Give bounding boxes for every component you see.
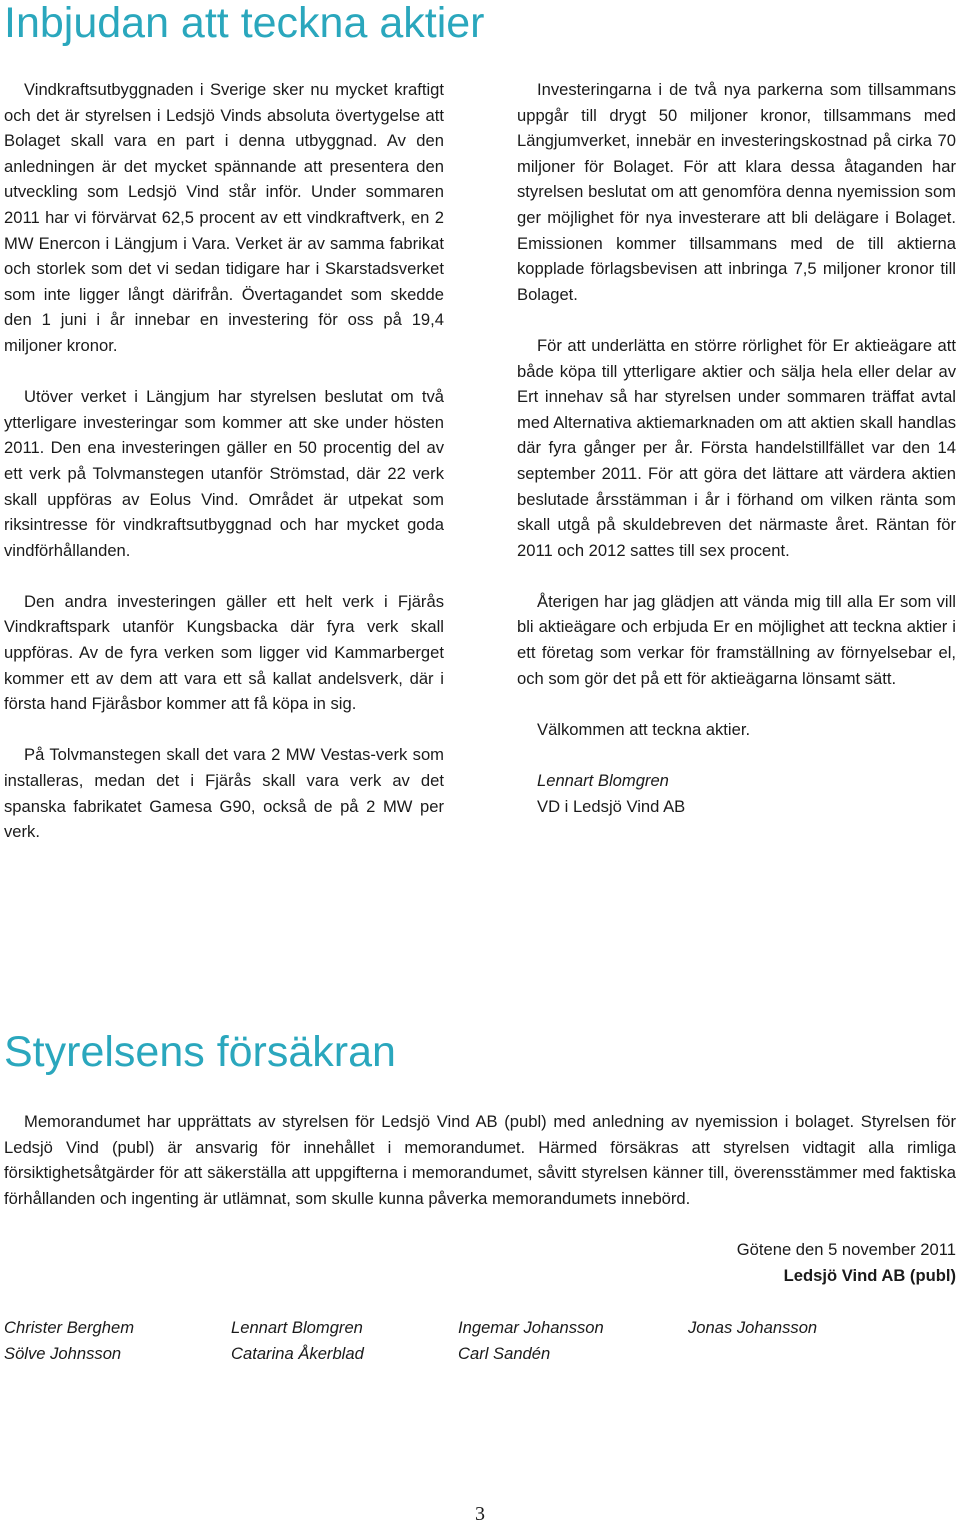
board-member: Catarina Åkerblad bbox=[231, 1343, 364, 1363]
board-column bbox=[458, 1315, 604, 1366]
page-title: Inbjudan att teckna aktier bbox=[4, 0, 485, 47]
paragraph: Återigen har jag glädjen att vända mig till alla Er som vill bli aktieägare och erbjuda Er en möjlighet att teckna aktier i ett företag som verkar för framställning av förnyelsebar el, och som gör det på ett för aktieägarna lönsamt sätt. bbox=[517, 591, 956, 688]
page-number: 3 bbox=[475, 1503, 485, 1525]
paragraph: Välkommen att teckna aktier. bbox=[537, 719, 751, 739]
board-member: Lennart Blomgren bbox=[231, 1318, 363, 1337]
declaration-text: Memorandumet har upprättats av styrelsen för Ledsjö Vind AB (publ) med anledning av nyemission i bolaget. Styrelsen för Ledsjö Vind (publ) är ansvarig för innehållet i memorandumet. Härmed försäkras att styrelsen vidtagit alla rimliga försiktighetsåtgärder för att säkerställa att uppgifterna i memorandumet, såvitt styrelsen känner till, överensstämmer med faktiska förhållanden och ingenting är utlämnat, som skulle kunna påverka memorandumets innebörd. bbox=[4, 1112, 956, 1208]
board-member: Jonas Johansson bbox=[688, 1318, 818, 1337]
right-column bbox=[517, 77, 956, 819]
company-name: Ledsjö Vind AB (publ) bbox=[783, 1266, 956, 1285]
declaration bbox=[4, 1109, 956, 1211]
board-column bbox=[231, 1315, 364, 1366]
signature bbox=[517, 768, 956, 819]
paragraph: Utöver verket i Längjum har styrelsen beslutat om två ytterligare investeringar som kommer att ske under hösten 2011. Den ena investeringen gäller en 50 procentig del av ett verk på Tolvmanstegen utanför Strömstad, där 22 verk skall uppföras av Eolus Vind. Området är utpekat som riksintresse för vindkraftsutbyggnad och har mycket goda vindförhållanden. bbox=[4, 387, 444, 560]
board-member: Ingemar Johansson bbox=[458, 1318, 604, 1337]
paragraph: För att underlätta en större rörlighet för Er aktieägare att både köpa till ytterligare aktier och sälja hela eller delar av Ert innehav så har styrelsen under sommaren träffat avtal med Alternativa aktiemarknaden om att aktien skall handlas där fyra gånger per år. Första handelstillfället var den 14 september 2011. För att göra det lättare att värdera aktien beslutade årsstämman i år i förhand om vilken ränta som skall utgå på skuldebreven det närmaste året. Räntan för 2011 och 2012 sattes till sex procent. bbox=[517, 335, 956, 560]
board-column bbox=[4, 1315, 134, 1366]
signature-role: VD i Ledsjö Vind AB bbox=[537, 796, 686, 816]
signature-name: Lennart Blomgren bbox=[537, 771, 669, 791]
paragraph: Den andra investeringen gäller ett helt verk i Fjärås Vindkraftspark utanför Kungsbacka där fyra verk skall uppföras. Av de fyra verken som ligger vid Kammarberget kommer ett av dem att vara ett så kallat andelsverk, där i första hand Fjäråsbor kommer att få köpa in sig. bbox=[4, 591, 444, 714]
board-column bbox=[688, 1315, 817, 1341]
place-date: Götene den 5 november 2011 bbox=[736, 1240, 956, 1259]
section-title: Styrelsens försäkran bbox=[4, 1028, 396, 1076]
paragraph: På Tolvmanstegen skall det vara 2 MW Vestas-verk som installeras, medan det i Fjärås skall vara verk av det spanska fabrikatet Gamesa G90, också de på 2 MW per verk. bbox=[4, 745, 444, 842]
board-member: Carl Sandén bbox=[458, 1343, 551, 1363]
left-column bbox=[4, 77, 444, 845]
board-member: Christer Berghem bbox=[4, 1318, 135, 1337]
paragraph: Investeringarna i de två nya parkerna som tillsammans uppgår till drygt 50 miljoner kronor, tillsammans med Längjumverket, innebär en investeringskostnad på cirka 70 miljoner för Bolaget. För att klara dessa åtaganden har styrelsen beslutat om att genomföra denna nyemission som ger möjlighet för nya investerare att bli delägare i Bolaget. Emissionen kommer tillsammans med de till aktierna kopplade förlagsbevisen att inbringa 7,5 miljoner kronor till Bolaget. bbox=[517, 80, 956, 304]
paragraph: Vindkraftsutbyggnaden i Sverige sker nu mycket kraftigt och det är styrelsen i Ledsjö Vinds absoluta övertygelse att Bolaget skall vara en part i denna utbyggnad. Av den anledningen är det mycket spännande att presentera den utveckling som Ledsjö Vind står inför. Under sommaren 2011 har vi förvärvat 62,5 procent av ett vindkraftverk, en 2 MW Enercon i Längjum i Vara. Verket är av samma fabrikat och storlek som det vi sedan tidigare har i Skarstadsverket som inte ligger långt därifrån. Övertagandet som skedde den 1 juni i år innebar en investering för oss på 19,4 miljoner kronor. bbox=[4, 80, 444, 355]
board-member: Sölve Johnsson bbox=[4, 1343, 122, 1363]
